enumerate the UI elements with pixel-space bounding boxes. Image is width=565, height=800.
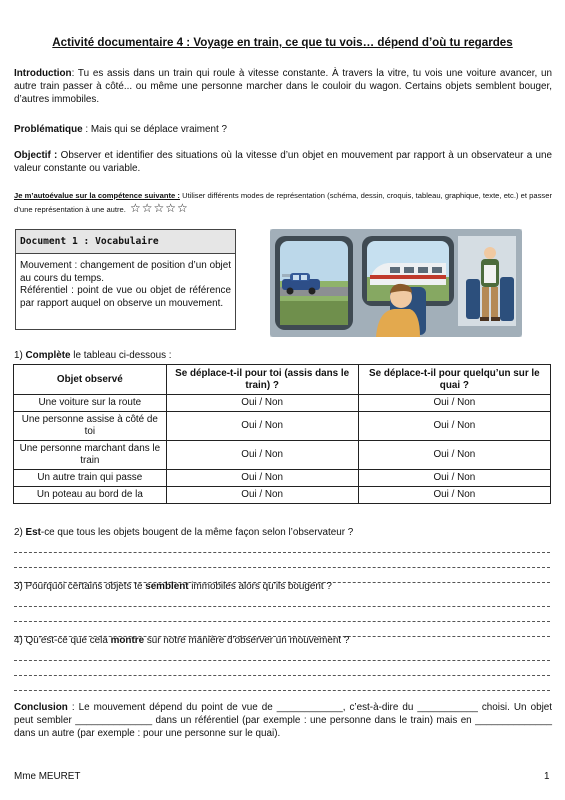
table-cell-answer-train[interactable]: Oui / Non	[166, 470, 358, 487]
table-row	[14, 470, 551, 487]
table-cell-object: Un autre train qui passe	[14, 470, 167, 487]
train-interior-illustration	[270, 229, 522, 337]
table-cell-object-text: Un poteau au bord de la	[36, 488, 143, 500]
objectif-text: Observer et identifier des situations où la vitesse d’un objet en mouvement par rapport à un observateur a une valeur constante ou variable.	[14, 150, 553, 175]
autoevaluation-paragraph	[14, 190, 552, 216]
question-1-number: 1)	[14, 350, 26, 361]
conclusion-paragraph[interactable]	[14, 701, 552, 741]
question-1-keyword: Complète	[25, 350, 71, 361]
rating-stars[interactable]: ☆☆☆☆☆	[130, 201, 189, 215]
table-row	[14, 441, 551, 470]
table-cell-object: Une personne assise à côté de toi	[14, 412, 167, 441]
table-header-quai: Se déplace-t-il pour quelqu’un sur le quai ?	[358, 365, 550, 395]
problematique-label: Problématique	[14, 124, 83, 135]
conclusion-label: Conclusion	[14, 702, 68, 713]
table-cell-object	[14, 487, 167, 504]
table-cell-answer-train[interactable]: Oui / Non	[166, 487, 358, 504]
introduction-paragraph	[14, 67, 552, 107]
question-2-keyword: Est	[25, 527, 41, 538]
table-cell-answer-quai[interactable]: Oui / Non	[358, 412, 550, 441]
answer-lines-2[interactable]	[14, 538, 550, 583]
vocabulary-body	[16, 254, 235, 310]
table-cell-answer-quai[interactable]: Oui / Non	[358, 470, 550, 487]
question-4-text-start: 4) Qu’est-ce que cela	[14, 635, 111, 646]
question-3-keyword: semblent	[145, 581, 189, 592]
question-2-text: -ce que tous les objets bougent de la même façon selon l’observateur ?	[40, 527, 354, 538]
page-title: Activité documentaire 4 : Voyage en train, ce que tu vois… dépend d’où tu regardes	[52, 36, 513, 49]
table-row	[14, 412, 551, 441]
table-cell-object: Une personne marchant dans le train	[14, 441, 167, 470]
table-cell-object: Une voiture sur la route	[14, 395, 167, 412]
footer-author: Mme MEURET	[14, 771, 81, 782]
table-cell-answer-train[interactable]: Oui / Non	[166, 412, 358, 441]
autoevaluation-text: Utiliser différents modes de représentation (schéma, dessin, croquis, tableau, graphique, texte, etc.) et passer d’une représentation à une autre.	[14, 191, 552, 214]
table-cell-answer-train[interactable]: Oui / Non	[166, 395, 358, 412]
question-1	[14, 349, 172, 362]
question-4-text-end: sur notre manière d’observer un mouvement ?	[144, 635, 350, 646]
table-row	[14, 487, 551, 504]
table-header-row	[14, 365, 551, 395]
table-cell-answer-train[interactable]: Oui / Non	[166, 441, 358, 470]
observation-table	[13, 364, 551, 504]
objectif-label: Objectif :	[14, 150, 58, 161]
definition-mouvement: Mouvement : changement de position d’un objet au cours du temps.	[20, 260, 231, 284]
introduction-text: : Tu es assis dans un train qui roule à vitesse constante. À travers la vitre, tu vois une voiture avancer, un autre train passer à côté... ou même une personne marcher dans le couloir du wagon. Certains objets semblent bouger, d’autres immobiles.	[14, 68, 552, 106]
vocabulary-title: Document 1 : Vocabulaire	[16, 230, 235, 254]
question-3-text-start: 3) Pourquoi certains objets te	[14, 581, 146, 592]
answer-lines-4[interactable]	[14, 646, 550, 691]
autoevaluation-label: Je m’autoévalue sur la compétence suivante :	[14, 191, 180, 200]
table-cell-answer-quai[interactable]: Oui / Non	[358, 395, 550, 412]
question-3-text-end: immobiles alors qu’ils bougent ?	[188, 581, 332, 592]
introduction-label: Introduction	[14, 68, 72, 79]
table-cell-answer-quai[interactable]: Oui / Non	[358, 441, 550, 470]
conclusion-text: : Le mouvement dépend du point de vue de ____________, c’est-à-dire du ___________ choisi. Un objet peut sembler ______________ dans un référentiel (par exemple : une personne dans le train) mais en ______________ dans un autre (par exemple : pour une personne sur le quai).	[14, 702, 552, 740]
definition-referentiel: Référentiel : point de vue ou objet de référence par rapport auquel on observe un mouvement.	[20, 285, 231, 309]
question-1-text: le tableau ci-dessous :	[70, 350, 172, 361]
question-4-keyword: montre	[110, 635, 145, 646]
table-cell-answer-quai[interactable]: Oui / Non	[358, 487, 550, 504]
answer-lines-3[interactable]	[14, 592, 550, 637]
table-header-object: Objet observé	[14, 365, 167, 395]
question-2-number: 2)	[14, 527, 26, 538]
vocabulary-box	[15, 229, 236, 330]
objectif-paragraph	[14, 149, 552, 175]
table-row	[14, 395, 551, 412]
problematique-text: : Mais qui se déplace vraiment ?	[82, 124, 227, 135]
footer-page-number: 1	[544, 771, 550, 782]
table-header-train: Se déplace-t-il pour toi (assis dans le train) ?	[166, 365, 358, 395]
problematique-paragraph	[14, 123, 552, 136]
passing-train-icon	[370, 263, 446, 285]
